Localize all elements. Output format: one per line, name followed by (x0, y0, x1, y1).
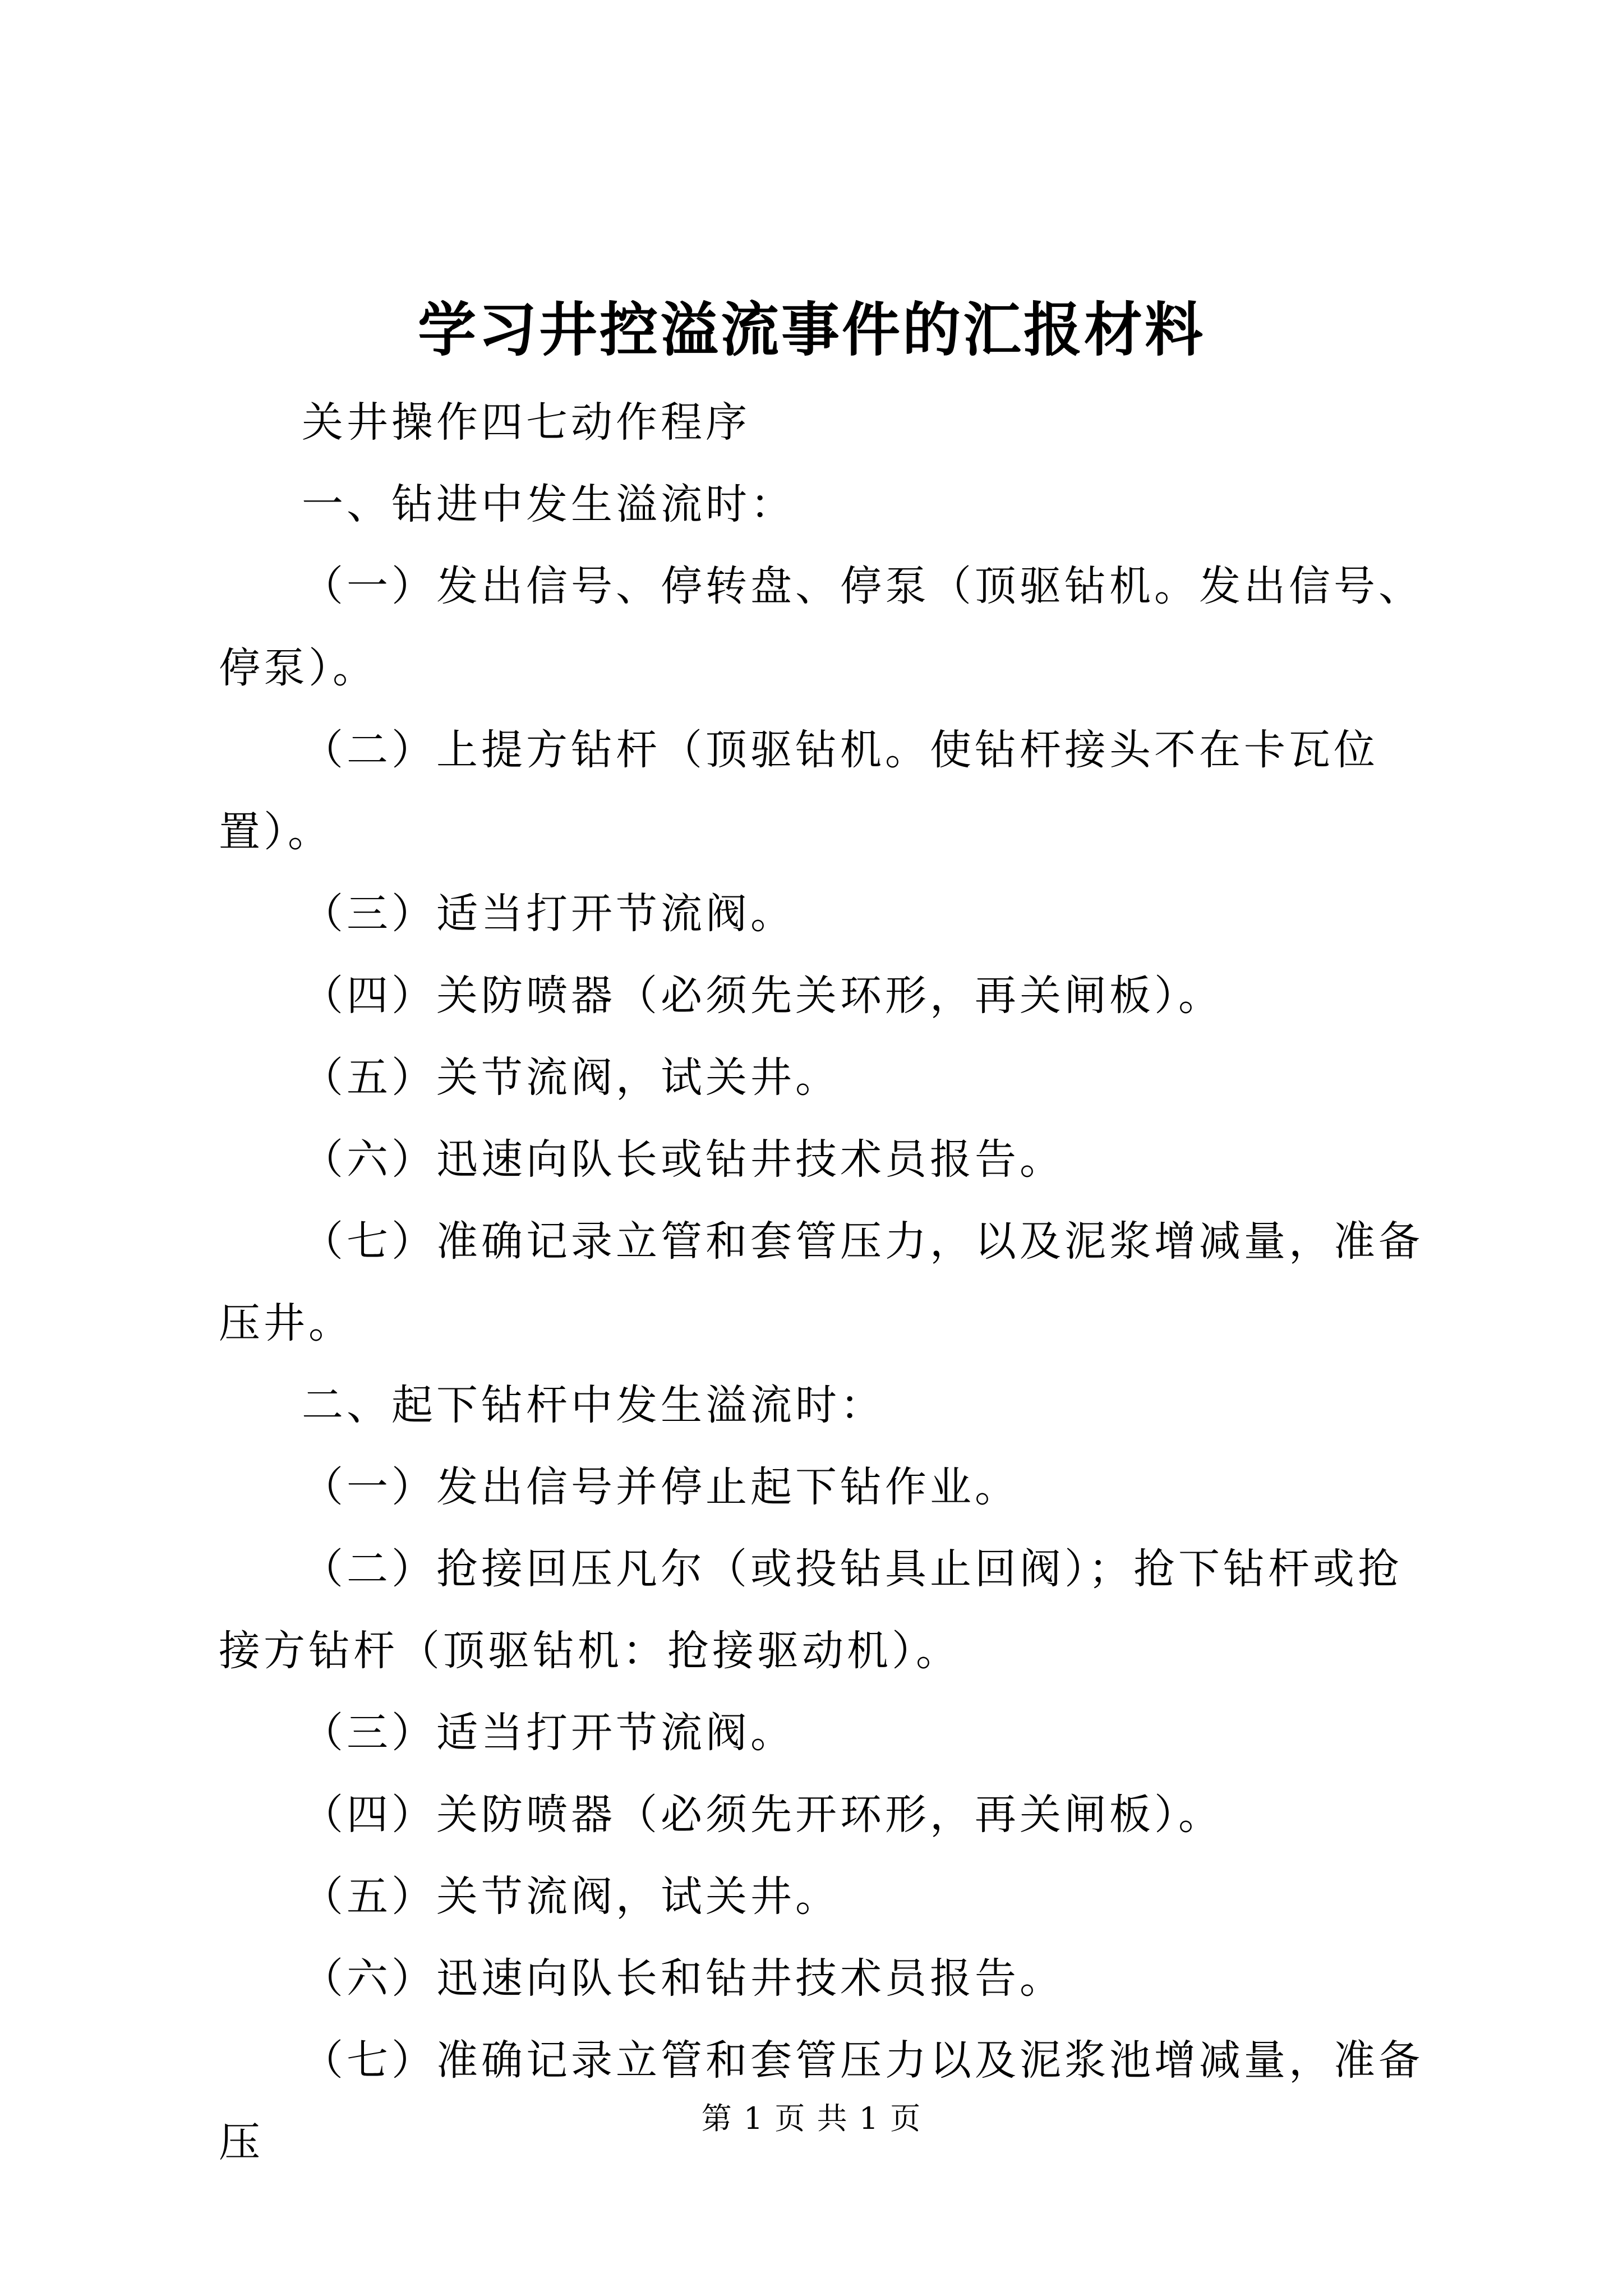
step-item: （七）准确记录立管和套管压力，以及泥浆增减量，准备压井。 (219, 1217, 1423, 1347)
step-item: （七）准确记录立管和套管压力以及泥浆池增减量，准备压 (219, 2036, 1423, 2166)
page-footer: 第 1 页 共 1 页 (701, 2101, 922, 2136)
step-item: （四）关防喷器（必须先开环形，再关闸板）。 (302, 1791, 1223, 1839)
step-item: （六）迅速向队长和钻井技术员报告。 (302, 1954, 1064, 2003)
section-heading: 二、起下钻杆中发生溢流时： (302, 1381, 885, 1429)
section-heading: 一、钻进中发生溢流时： (302, 480, 795, 528)
step-item: （六）迅速向队长或钻井技术员报告。 (302, 1135, 1064, 1184)
step-item: （一）发出信号、停转盘、停泵（顶驱钻机。发出信号、停泵）。 (219, 562, 1423, 692)
step-item: （三）适当打开节流阀。 (302, 1709, 795, 1757)
step-item: （五）关节流阀，试关井。 (302, 1053, 840, 1102)
document-body (219, 381, 1441, 2183)
step-item: （二）上提方钻杆（顶驱钻机。使钻杆接头不在卡瓦位置）。 (219, 726, 1378, 856)
document-title: 学习井控溢流事件的汇报材料 (417, 295, 1205, 364)
step-item: （二）抢接回压凡尔（或投钻具止回阀）；抢下钻杆或抢接方钻杆（顶驱钻机：抢接驱动机）。 (219, 1545, 1403, 1675)
step-item: （四）关防喷器（必须先关环形，再关闸板）。 (302, 972, 1223, 1020)
step-item: （一）发出信号并停止起下钻作业。 (302, 1463, 1020, 1511)
step-item: （五）关节流阀，试关井。 (302, 1872, 840, 1921)
section-heading: 关井操作四七动作程序 (302, 398, 750, 447)
step-item: （三）适当打开节流阀。 (302, 890, 795, 938)
